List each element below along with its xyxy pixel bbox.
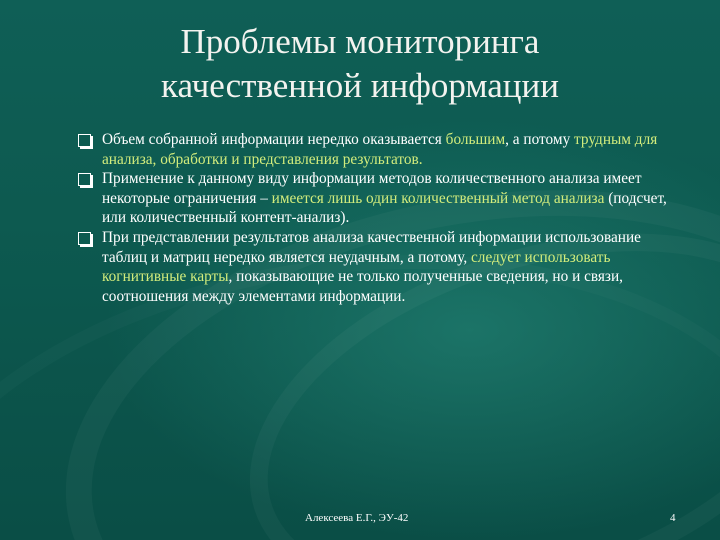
bullet-text: При представлении результатов анализа качественной информации использование таблиц и матриц нередко является неудачным, а потому, следует использовать когнитивные карты, показывающие не только полученные сведения, но и связи, соотношения между элементами информации. — [102, 228, 641, 305]
slide-title-line-2: качественной информации — [161, 66, 559, 105]
slide-title-line-1: Проблемы мониторинга — [180, 22, 540, 61]
slide-title — [60, 20, 660, 108]
bullet-item — [78, 228, 688, 306]
square-bullet-icon — [78, 134, 91, 147]
bullet-item — [78, 130, 688, 169]
bullet-item — [78, 169, 688, 228]
bullet-list — [78, 130, 688, 306]
bullet-text: Объем собранной информации нередко оказывается большим, а потому трудным для анализа, обработки и представления результатов. — [102, 131, 658, 168]
footer-author: Алексеева Е.Г., ЭУ-42 — [305, 512, 409, 524]
page-number: 4 — [670, 512, 676, 524]
square-bullet-icon — [78, 173, 91, 186]
bullet-text: Применение к данному виду информации методов количественного анализа имеет некоторые ограничения – имеется лишь один количественный метод анализа (подсчет, или количественный контент-анализ). — [102, 170, 667, 227]
square-bullet-icon — [78, 232, 91, 245]
